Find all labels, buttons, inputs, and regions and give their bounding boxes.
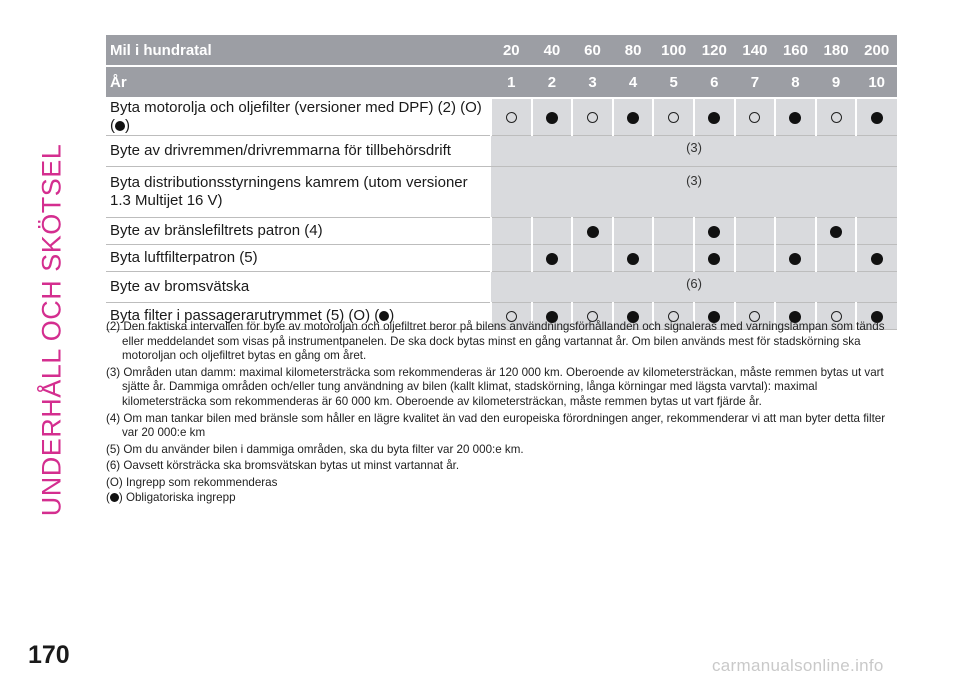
section-title-text: UNDERHÅLL OCH SKÖTSEL [36, 143, 67, 517]
mandatory-dot-icon [871, 253, 883, 265]
schedule-cell [653, 218, 694, 245]
table-row [106, 245, 897, 272]
header-year-value: 4 [613, 66, 654, 98]
table-row [106, 136, 897, 167]
schedule-cell [816, 245, 857, 272]
header-km-value: 80 [613, 35, 654, 66]
footnotes [106, 320, 896, 505]
schedule-cell [613, 218, 654, 245]
row-label [106, 98, 491, 136]
schedule-cell [653, 245, 694, 272]
schedule-cell [735, 245, 776, 272]
filled-dot-icon [110, 493, 119, 502]
filled-dot-icon [115, 121, 125, 131]
footnote-4: (4) Om man tankar bilen med bränsle som håller en lägre kvalitet än vad den europeiska förordningen anger, rekommenderar vi att man byter detta filter var 20 000:e km [106, 411, 886, 440]
footnote-6: (6) Oavsett körsträcka ska bromsvätskan bytas ut minst vartannat år. [106, 459, 460, 473]
header-year-label: År [106, 66, 491, 98]
recommended-ring-icon [668, 112, 679, 123]
mandatory-dot-icon [627, 112, 639, 124]
row-label: Byte av bromsvätska [106, 272, 491, 303]
schedule-cell [572, 218, 613, 245]
header-year-value: 3 [572, 66, 613, 98]
footnote-2: (2) Den faktiska intervallen för byte av motoroljan och oljefiltret beror på bilens användningsförhållanden och signaleras med varningslampan som tänds eller meddelandet som visas på instrumentpanelen. De ska dock bytas minst en gång vartannat år. Om bilen används mest för stadskörning ska motoroljan och oljefiltret bytas en gång om året. [106, 320, 885, 363]
header-km-value: 160 [775, 35, 816, 66]
schedule-cell [856, 218, 897, 245]
header-year-value: 7 [735, 66, 776, 98]
interval-note-cell: (3) [491, 167, 897, 218]
schedule-cell [491, 98, 532, 136]
schedule-cell [816, 98, 857, 136]
mandatory-dot-icon [830, 226, 842, 238]
header-year-value: 2 [532, 66, 573, 98]
header-km-value: 100 [653, 35, 694, 66]
row-label-text: Byta filter i passagerarutrymmet (5) (O) ( [110, 307, 380, 324]
schedule-cell [491, 245, 532, 272]
header-year-value: 1 [491, 66, 532, 98]
recommended-ring-icon [506, 112, 517, 123]
mandatory-dot-icon [789, 112, 801, 124]
table-row [106, 218, 897, 245]
header-km-value: 60 [572, 35, 613, 66]
recommended-ring-icon [831, 112, 842, 123]
header-year-value: 8 [775, 66, 816, 98]
schedule-body [106, 35, 897, 330]
table-row [106, 98, 897, 136]
schedule-cell [856, 98, 897, 136]
schedule-cell [532, 98, 573, 136]
header-km-value: 120 [694, 35, 735, 66]
header-km-value: 20 [491, 35, 532, 66]
mandatory-dot-icon [587, 226, 599, 238]
watermark-url: carmanualsonline.info [712, 656, 884, 675]
schedule-cell [532, 245, 573, 272]
legend-mandatory-text: ) Obligatoriska ingrepp [118, 490, 236, 504]
mandatory-dot-icon [789, 253, 801, 265]
mandatory-dot-icon [546, 253, 558, 265]
header-km-label: Mil i hundratal [106, 35, 491, 66]
mandatory-dot-icon [708, 253, 720, 265]
schedule-cell [491, 218, 532, 245]
header-km-value: 40 [532, 35, 573, 66]
schedule-cell [613, 98, 654, 136]
recommended-ring-icon [749, 112, 760, 123]
schedule-cell [694, 245, 735, 272]
mandatory-dot-icon [708, 226, 720, 238]
mandatory-dot-icon [871, 112, 883, 124]
schedule-cell [775, 245, 816, 272]
schedule-cell [735, 98, 776, 136]
schedule-cell [572, 98, 613, 136]
header-year-value: 5 [653, 66, 694, 98]
footnote-3: (3) Områden utan damm: maximal kilometersträcka som rekommenderas är 120 000 km. Oberoende av kilometersträckan, måste remmen bytas ut vart sjätte år. Dammiga områden och/eller tung användning av bilen (kallt klimat, stadskörning, långa körningar med lägsta varvtal): maximal kilometersträcka som rekommenderas är 60 000 km. Oberoende av kilometersträckan, måste remmen bytas ut vart fjärde år. [106, 365, 884, 408]
row-label-suffix: ) [125, 117, 130, 134]
row-label: Byta luftfilterpatron (5) [106, 245, 491, 272]
page-number: 170 [28, 641, 70, 669]
recommended-ring-icon [587, 112, 598, 123]
mandatory-dot-icon [708, 112, 720, 124]
row-label: Byta distributionsstyrningens kamrem (utom versioner 1.3 Multijet 16 V) [106, 167, 491, 218]
schedule-cell [775, 218, 816, 245]
mandatory-dot-icon [627, 253, 639, 265]
schedule-cell [572, 245, 613, 272]
row-label: Byte av bränslefiltrets patron (4) [106, 218, 491, 245]
maintenance-schedule-table [106, 35, 897, 330]
header-row-km [106, 35, 897, 66]
header-year-value: 9 [816, 66, 857, 98]
legend-recommended: (O) Ingrepp som rekommenderas [106, 475, 278, 489]
schedule-cell [816, 218, 857, 245]
table-row [106, 167, 897, 218]
header-row-year [106, 66, 897, 98]
schedule-cell [613, 245, 654, 272]
row-label: Byte av drivremmen/drivremmarna för tillbehörsdrift [106, 136, 491, 167]
table-row [106, 272, 897, 303]
schedule-cell [532, 218, 573, 245]
row-label-text: Byta motorolja och oljefilter (versioner med DPF) (2) (O) ( [110, 99, 482, 134]
header-year-value: 10 [856, 66, 897, 98]
footnote-5: (5) Om du använder bilen i dammiga områden, ska du byta filter var 20 000:e km. [106, 442, 524, 456]
schedule-cell [694, 98, 735, 136]
schedule-cell [653, 98, 694, 136]
interval-note-cell: (6) [491, 272, 897, 303]
mandatory-dot-icon [546, 112, 558, 124]
row-label-suffix: ) [389, 307, 395, 324]
schedule-cell [735, 218, 776, 245]
interval-note-cell: (3) [491, 136, 897, 167]
header-km-value: 140 [735, 35, 776, 66]
header-year-value: 6 [694, 66, 735, 98]
header-km-value: 180 [816, 35, 857, 66]
schedule-cell [694, 218, 735, 245]
schedule-cell [775, 98, 816, 136]
legend-mandatory-open: ( [106, 490, 110, 504]
legend-mandatory [106, 491, 896, 506]
schedule-cell [856, 245, 897, 272]
header-km-value: 200 [856, 35, 897, 66]
